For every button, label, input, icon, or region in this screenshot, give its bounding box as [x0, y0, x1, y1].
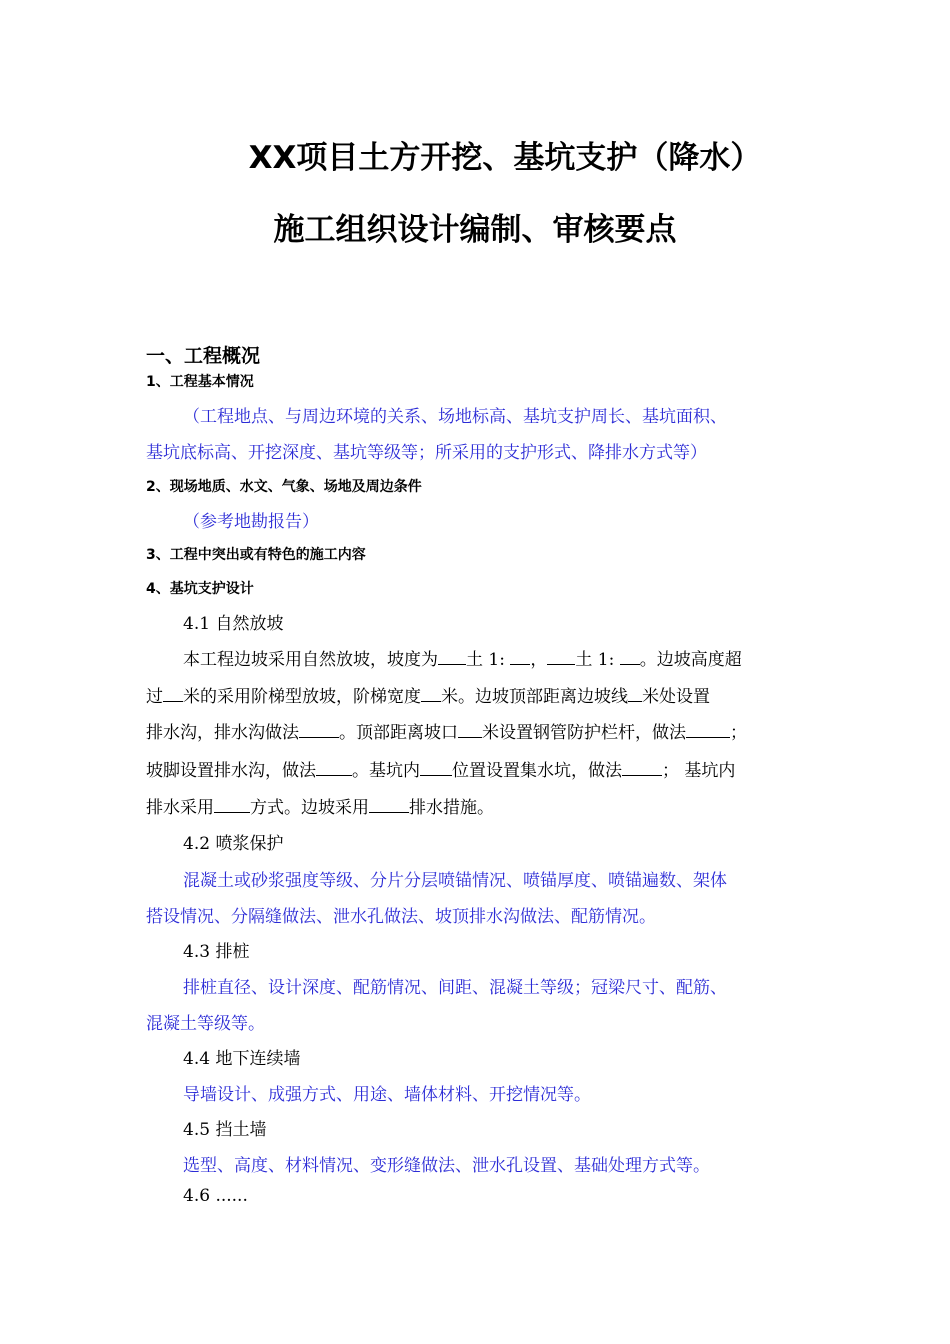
note-basic-info-line1: （工程地点、与周边环境的关系、场地标高、基坑支护周长、基坑面积、	[183, 407, 727, 427]
note-diaphragm-wall: 导墙设计、成强方式、用途、墙体材料、开挖情况等。	[183, 1085, 591, 1105]
note-shotcrete-line1: 混凝土或砂浆强度等级、分片分层喷锚情况、喷锚厚度、喷锚遍数、架体	[183, 871, 727, 891]
note-basic-info-line2: 基坑底标高、开挖深度、基坑等级等；所采用的支护形式、降排水方式等）	[146, 443, 707, 463]
note-site-conditions: （参考地勘报告）	[183, 512, 319, 532]
slope-paragraph-line2: 过 米的采用阶梯型放坡，阶梯宽度 米。边坡顶部距离边坡线 米处设置	[146, 687, 710, 707]
item-heading-special-content: 3、工程中突出或有特色的施工内容	[146, 547, 366, 563]
subsection-title-4-5: 4.5 挡土墙	[183, 1120, 267, 1140]
subsection-title-4-2: 4.2 喷浆保护	[183, 834, 284, 854]
document-title-line1: XX项目土方开挖、基坑支护（降水）	[248, 140, 762, 176]
subsection-title-4-1: 4.1 自然放坡	[183, 614, 284, 634]
subsection-title-4-3: 4.3 排桩	[183, 942, 250, 962]
note-retaining-wall: 选型、高度、材料情况、变形缝做法、泄水孔设置、基础处理方式等。	[183, 1156, 710, 1176]
subsection-title-4-6: 4.6 ......	[183, 1186, 248, 1206]
document-title-line2: 施工组织设计编制、审核要点	[273, 212, 677, 248]
slope-paragraph-line4: 坡脚设置排水沟，做法 。基坑内 位置设置集水坑，做法 ； 基坑内	[146, 761, 736, 781]
subsection-title-4-4: 4.4 地下连续墙	[183, 1049, 301, 1069]
slope-paragraph-line3: 排水沟，排水沟做法 。顶部距离坡口 米设置钢管防护栏杆，做法 ；	[146, 723, 747, 743]
section-heading-overview: 一、工程概况	[146, 345, 261, 367]
slope-paragraph-line1: 本工程边坡采用自然放坡，坡度为 土 1: ， 土 1: 。边坡高度超	[183, 650, 742, 670]
note-pile-row-line2: 混凝土等级等。	[146, 1014, 265, 1034]
item-heading-basic-info: 1、工程基本情况	[146, 374, 254, 390]
item-heading-site-conditions: 2、现场地质、水文、气象、场地及周边条件	[146, 479, 422, 495]
slope-paragraph-line5: 排水采用 方式。边坡采用 排水措施。	[146, 798, 494, 818]
note-shotcrete-line2: 搭设情况、分隔缝做法、泄水孔做法、坡顶排水沟做法、配筋情况。	[146, 907, 656, 927]
item-heading-support-design: 4、基坑支护设计	[146, 581, 254, 597]
note-pile-row-line1: 排桩直径、设计深度、配筋情况、间距、混凝土等级；冠梁尺寸、配筋、	[183, 978, 727, 998]
